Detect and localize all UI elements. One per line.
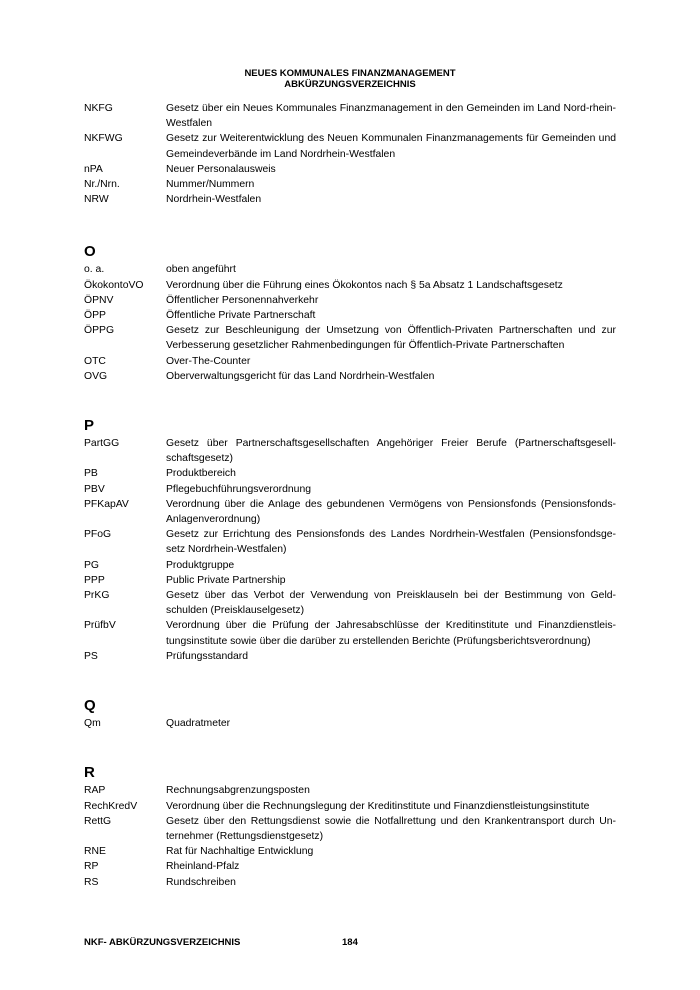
description: Verordnung über die Führung eines Ökokontos nach § 5a Absatz 1 Landschaftsgesetz — [166, 279, 563, 291]
section-o — [84, 243, 616, 384]
abbreviation: RNE — [84, 846, 106, 858]
section-letter: Q — [84, 697, 96, 715]
description: Gesetz über ein Neues Kommunales Finanzmanagement in den Gemeinden im Land Nord-rhein-Westfalen — [166, 103, 616, 130]
section-letter: R — [84, 764, 95, 782]
list-item — [84, 558, 616, 573]
abbreviation: NKFG — [84, 103, 113, 114]
description: Neuer Personalausweis — [166, 163, 276, 175]
header-title: NEUES KOMMUNALES FINANZMANAGEMENT — [244, 68, 456, 79]
section-letter: O — [84, 243, 96, 261]
abbreviation: Qm — [84, 718, 101, 730]
abbreviation: PrüfbV — [84, 620, 116, 632]
description: Gesetz über das Verbot der Verwendung von Preisklauseln bei der Bestimmung von Geld-schulden (Preisklauselgesetz) — [166, 590, 616, 617]
abbreviation: ÖPP — [84, 310, 106, 322]
abbreviation: RechKredV — [84, 800, 138, 812]
section-q — [84, 697, 616, 731]
description: Rat für Nachhaltige Entwicklung — [166, 846, 314, 858]
list-item — [84, 323, 616, 353]
description: Verordnung über die Prüfung der Jahresabschlüsse der Kreditinstitute und Finanzdienstleis-tungsinstitute sowie über die darüber zu erstellenden Berichte (Prüfungsberichtsverordnung) — [166, 620, 616, 647]
list-item — [84, 262, 616, 277]
description: Nordrhein-Westfalen — [166, 194, 262, 206]
abbreviation: PB — [84, 468, 98, 480]
description: Produktgruppe — [166, 559, 235, 571]
list-item — [84, 308, 616, 323]
footer-title: NKF- ABKÜRZUNGSVERZEICHNIS — [84, 937, 241, 948]
abbreviation: RettG — [84, 815, 112, 827]
list-item — [84, 618, 616, 648]
abbreviation: PartGG — [84, 438, 120, 450]
description: oben angeführt — [166, 264, 236, 276]
abbreviation-list — [84, 101, 616, 890]
list-item — [84, 369, 616, 384]
description: Rundschreiben — [166, 876, 236, 888]
list-item — [84, 436, 616, 466]
description: Gesetz zur Beschleunigung der Umsetzung von Öffentlich-Privaten Partnerschaften und zur Verbesserung gesetzlicher Rahmenbedingungen für Öffentlich-Private Partnerschaften — [166, 325, 616, 352]
abbreviation: PG — [84, 559, 100, 571]
abbreviation: OTC — [84, 355, 106, 367]
abbreviation: RAP — [84, 785, 106, 797]
abbreviation: ÖPNV — [84, 294, 114, 306]
abbreviation: ÖPPG — [84, 325, 115, 337]
list-item — [84, 814, 616, 844]
list-item — [84, 527, 616, 557]
abbreviation: RP — [84, 861, 99, 873]
abbreviation: nPA — [84, 163, 103, 175]
list-item — [84, 177, 616, 192]
abbreviation: RS — [84, 876, 99, 888]
section-letter: P — [84, 417, 95, 435]
abbreviation: PFoG — [84, 529, 112, 541]
list-item — [84, 783, 616, 798]
list-item — [84, 588, 616, 618]
list-item — [84, 131, 616, 161]
list-item — [84, 716, 616, 731]
page-number: 184 — [342, 937, 358, 948]
description: Nummer/Nummern — [166, 179, 255, 191]
list-item — [84, 162, 616, 177]
abbreviation: Nr./Nrn. — [84, 179, 120, 191]
list-item — [84, 649, 616, 664]
page-header — [0, 68, 700, 90]
abbreviation: OVG — [84, 370, 108, 382]
section-p — [84, 417, 616, 664]
list-item — [84, 573, 616, 588]
description: Produktbereich — [166, 468, 236, 480]
header-subtitle: ABKÜRZUNGSVERZEICHNIS — [284, 79, 416, 90]
list-item — [84, 859, 616, 874]
description: Gesetz zur Weiterentwicklung des Neuen Kommunalen Finanzmanagements für Gemeinden und Gemeindeverbände im Land Nordrhein-Westfalen — [166, 133, 616, 160]
description: Over-The-Counter — [166, 355, 251, 367]
description: Pflegebuchführungsverordnung — [166, 483, 311, 495]
abbreviation: PPP — [84, 574, 105, 586]
description: Public Private Partnership — [166, 574, 286, 586]
list-item — [84, 293, 616, 308]
abbreviation: PFKapAV — [84, 498, 129, 510]
description: Prüfungsstandard — [166, 650, 249, 662]
abbreviation: PS — [84, 650, 98, 662]
abbreviation: PBV — [84, 483, 105, 495]
list-item — [84, 844, 616, 859]
description: Öffentlicher Personennahverkehr — [166, 294, 319, 306]
list-item — [84, 497, 616, 527]
description: Gesetz über Partnerschaftsgesellschaften Angehöriger Freier Berufe (Partnerschaftsgesell-schaftsgesetz) — [166, 438, 616, 465]
section-r — [84, 764, 616, 889]
list-item — [84, 482, 616, 497]
abbreviation: o. a. — [84, 264, 105, 276]
list-item — [84, 354, 616, 369]
list-item — [84, 466, 616, 481]
list-item — [84, 799, 616, 814]
description: Quadratmeter — [166, 718, 231, 730]
abbreviation: NRW — [84, 194, 109, 206]
abbreviation: NKFWG — [84, 133, 123, 145]
description: Gesetz zur Errichtung des Pensionsfonds des Landes Nordrhein-Westfalen (Pensionsfondsge-setz Nordrhein-Westfalen) — [166, 529, 616, 556]
description: Oberverwaltungsgericht für das Land Nordrhein-Westfalen — [166, 370, 435, 382]
list-item — [84, 101, 616, 131]
section-n-continued — [84, 101, 616, 207]
abbreviation: ÖkokontoVO — [84, 279, 144, 291]
abbreviation: PrKG — [84, 590, 110, 602]
list-item — [84, 278, 616, 293]
description: Öffentliche Private Partnerschaft — [166, 310, 316, 322]
description: Rechnungsabgrenzungsposten — [166, 785, 310, 797]
list-item — [84, 875, 616, 890]
description: Verordnung über die Rechnungslegung der Kreditinstitute und Finanzdienstleistungsinstitute — [166, 800, 590, 812]
description: Rheinland-Pfalz — [166, 861, 240, 873]
description: Gesetz über den Rettungsdienst sowie die Notfallrettung und den Krankentransport durch Un-ternehmer (Rettungsdienstgesetz) — [166, 815, 616, 842]
description: Verordnung über die Anlage des gebundenen Vermögens von Pensionsfonds (Pensionsfonds-Anlagenverordnung) — [166, 498, 616, 526]
list-item — [84, 192, 616, 207]
